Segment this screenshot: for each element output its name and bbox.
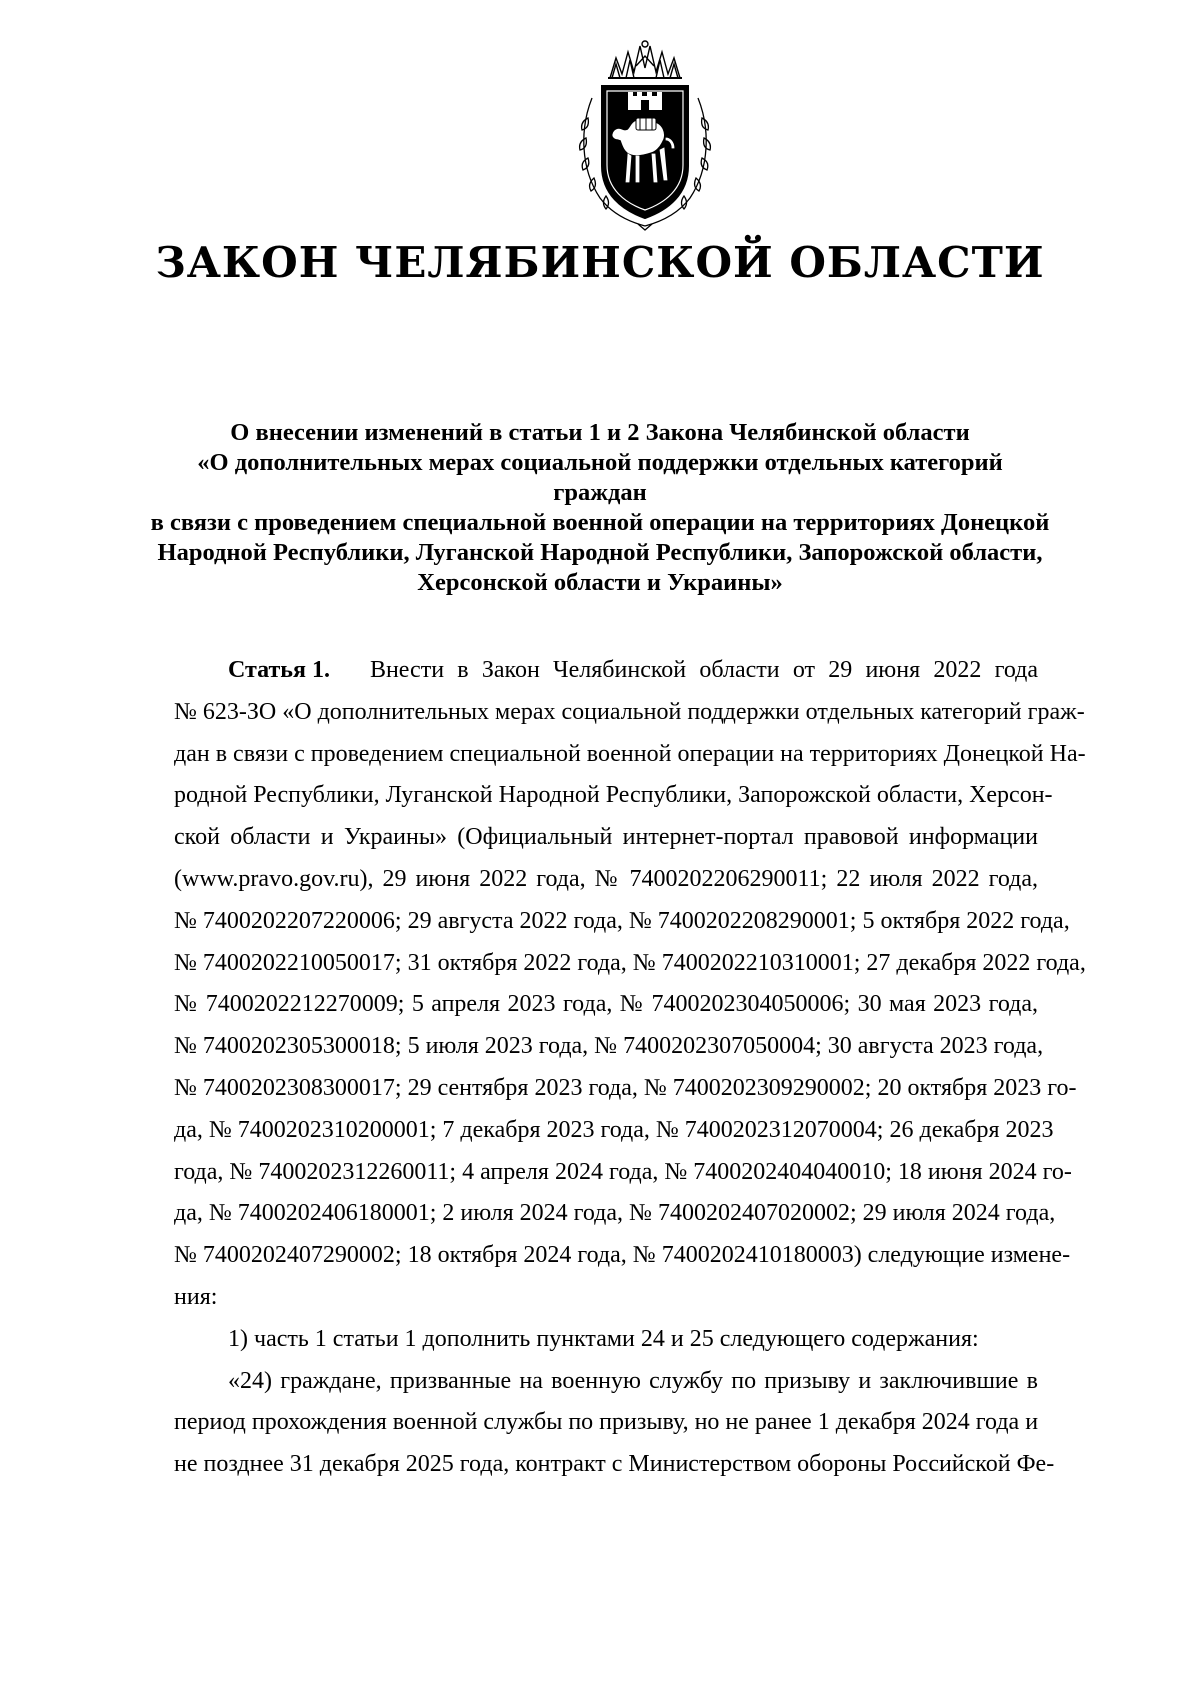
body-line: ния: [174, 1283, 218, 1310]
body-line: № 7400202210050017; 31 октября 2022 года, № 7400202210310001; 27 декабря 2022 года, [174, 949, 1086, 976]
subtitle-line: в связи с проведением специальной военной операции на территориях Донецкой [150, 509, 1050, 536]
body-line: родной Республики, Луганской Народной Республики, Запорожской области, Херсон- [174, 782, 1053, 809]
law-subtitle [150, 418, 1050, 598]
body-line: № 7400202207220006; 29 августа 2022 года, № 7400202208290001; 5 октября 2022 года, [174, 907, 1070, 934]
body-line: да, № 7400202406180001; 2 июля 2024 года, № 7400202407020002; 29 июля 2024 года, [174, 1200, 1056, 1227]
article-label: Статья 1. [228, 657, 330, 683]
body-line: года, № 7400202312260011; 4 апреля 2024 года, № 7400202404040010; 18 июня 2024 го- [174, 1158, 1072, 1185]
article-first-text: Внести в Закон Челябинской области от 29 июня 2022 года [369, 657, 1038, 683]
body-line: дан в связи с проведением специальной военной операции на территориях Донецкой На- [174, 740, 1086, 767]
subtitle-line: О внесении изменений в статьи 1 и 2 Закона Челябинской области [230, 419, 970, 446]
item-24-line: не позднее 31 декабря 2025 года, контракт с Министерством обороны Российской Фе- [174, 1451, 1055, 1478]
subtitle-line: Херсонской области и Украины» [417, 569, 783, 596]
article-first-line [174, 650, 1038, 692]
body-line: ской области и Украины» (Официальный интернет-портал правовой информации [174, 824, 1038, 851]
body-line: (www.pravo.gov.ru), 29 июня 2022 года, № 7400202206290011; 22 июля 2022 года, [174, 865, 1038, 892]
law-title: ЗАКОН ЧЕЛЯБИНСКОЙ ОБЛАСТИ [155, 238, 1045, 287]
item-24-line: период прохождения военной службы по призыву, но не ранее 1 декабря 2024 года и [174, 1409, 1039, 1436]
subtitle-line: «О дополнительных мерах социальной поддержки отдельных категорий граждан [197, 449, 1003, 506]
article-body [174, 650, 1086, 1486]
coat-of-arms-emblem [570, 38, 720, 234]
body-line: № 7400202212270009; 5 апреля 2023 года, № 7400202304050006; 30 мая 2023 года, [174, 991, 1038, 1018]
body-line: № 623-ЗО «О дополнительных мерах социальной поддержки отдельных категорий граж- [174, 698, 1085, 725]
item-1-text: 1) часть 1 статьи 1 дополнить пунктами 24 и 25 следующего содержания: [228, 1325, 979, 1352]
body-line: № 7400202305300018; 5 июля 2023 года, № 7400202307050004; 30 августа 2023 года, [174, 1033, 1044, 1060]
item-24-line: «24) граждане, призванные на военную службу по призыву и заключившие в [228, 1367, 1038, 1394]
body-line: да, № 7400202310200001; 7 декабря 2023 года, № 7400202312070004; 26 декабря 2023 [174, 1116, 1054, 1143]
body-line: № 7400202407290002; 18 октября 2024 года, № 7400202410180003) следующие измене- [174, 1242, 1071, 1269]
body-line: № 7400202308300017; 29 сентября 2023 года, № 7400202309290002; 20 октября 2023 го- [174, 1074, 1077, 1101]
subtitle-line: Народной Республики, Луганской Народной Республики, Запорожской области, [157, 539, 1043, 566]
